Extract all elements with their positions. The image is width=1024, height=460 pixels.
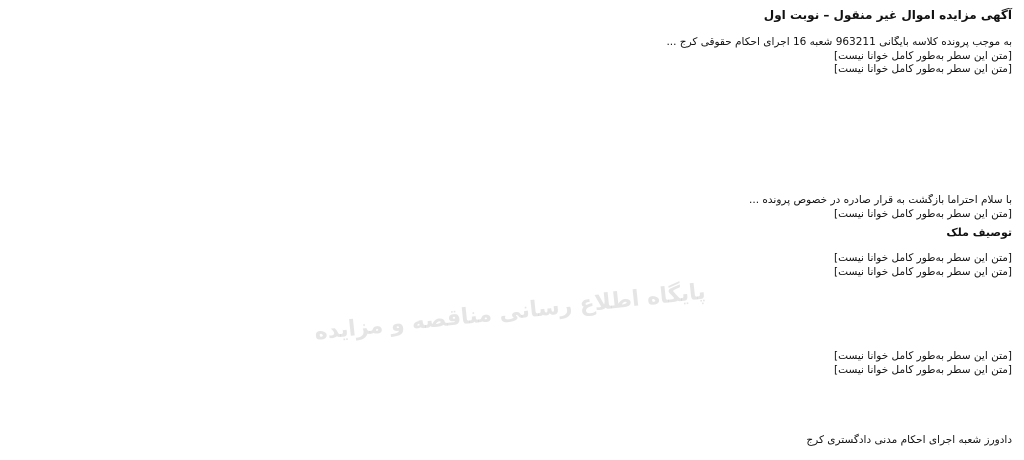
- watermark: پایگاه اطلاع رسانی مناقصه و مزایده: [313, 279, 707, 346]
- paragraph-line: [متن این سطر به‌طور کامل خوانا نیست]: [834, 363, 1012, 376]
- paragraph-4: [12, 350, 1012, 377]
- paragraph-line: [متن این سطر به‌طور کامل خوانا نیست]: [834, 350, 1012, 362]
- paragraph-line: با سلام احتراما بازگشت به قرار صادره در خصوص پرونده ...: [749, 194, 1012, 206]
- paragraph-line: [متن این سطر به‌طور کامل خوانا نیست]: [834, 252, 1012, 264]
- section-heading: توصیف ملک: [946, 226, 1012, 239]
- notice-title: آگهی مزایده اموال غیر منقول – نوبت اول: [763, 8, 1012, 22]
- paragraph-line: به موجب پرونده کلاسه بایگانی 963211 شعبه 16 اجرای احکام حقوقی کرج ...: [666, 36, 1012, 48]
- paragraph-2: [12, 194, 1012, 221]
- footer-signature: دادورز شعبه اجرای احکام مدنی دادگستری کرج: [806, 434, 1012, 446]
- paragraph-3: [12, 252, 1012, 279]
- paragraph-line: [متن این سطر به‌طور کامل خوانا نیست]: [834, 207, 1012, 220]
- paragraph-1: [12, 36, 1012, 77]
- paragraph-line: [متن این سطر به‌طور کامل خوانا نیست]: [834, 63, 1012, 75]
- paragraph-line: [متن این سطر به‌طور کامل خوانا نیست]: [834, 265, 1012, 278]
- paragraph-line: [متن این سطر به‌طور کامل خوانا نیست]: [834, 49, 1012, 62]
